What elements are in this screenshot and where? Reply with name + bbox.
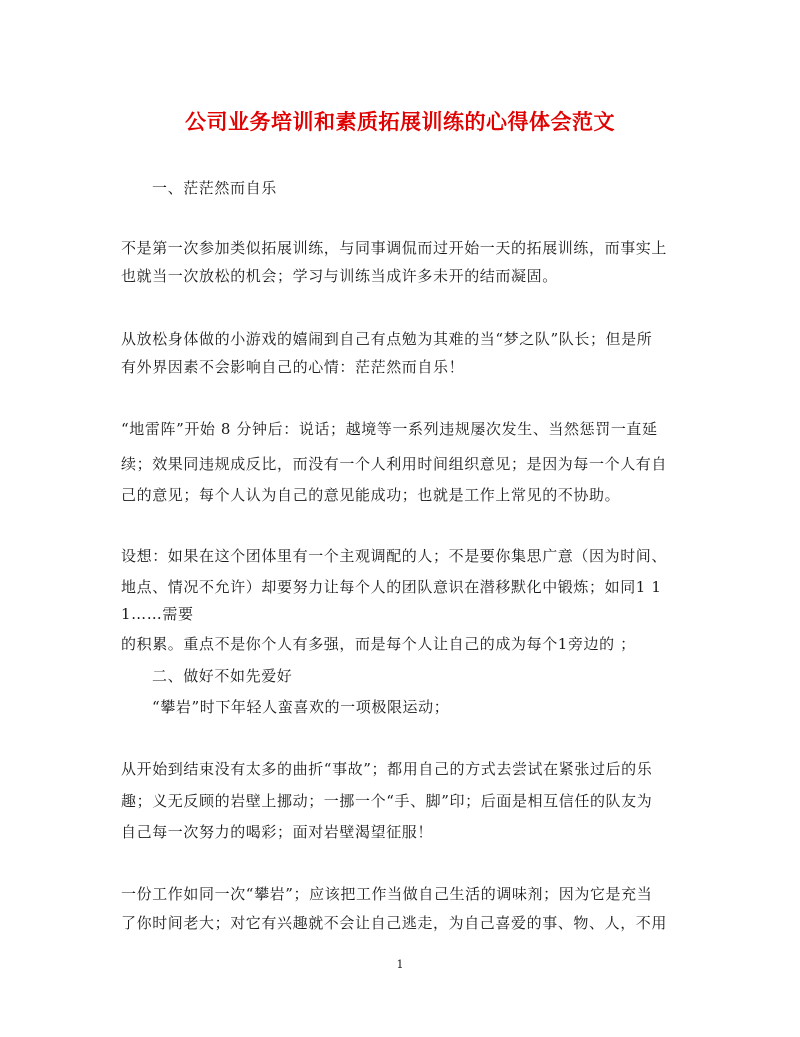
paragraph-line: “攀岩”时下年轻人蛮喜欢的一项极限运动；: [152, 698, 450, 716]
paragraph-line: 也就当一次放松的机会；学习与训练当成许多未开的结而凝固。: [121, 267, 558, 285]
paragraph-line: 有外界因素不会影响自己的心情：茫茫然而自乐！: [121, 358, 465, 376]
paragraph-line: 了你时间老大；对它有兴趣就不会让自己逃走，为自己喜爱的事、物、人，不用: [121, 914, 668, 932]
paragraph-line: 一份工作如同一次“攀岩”；应该把工作当做自己生活的调味剂；因为它是充当: [121, 885, 653, 903]
paragraph-line: 自己每一次努力的喝彩；面对岩壁渴望征服！: [121, 823, 434, 841]
paragraph-line: 地点、情况不允许）却要努力让每个人的团队意识在潜移默化中锻炼；如同1 1: [121, 578, 662, 596]
paragraph-line: 设想：如果在这个团体里有一个主观调配的人；不是要你集思广意（因为时间、: [121, 547, 668, 565]
paragraph-line: 的积累。重点不是你个人有多强，而是每个人让自己的成为每个1旁边的 ；: [121, 635, 636, 653]
paragraph-line: 不是第一次参加类似拓展训练，与同事调侃而过开始一天的拓展训练，而事实上: [121, 239, 668, 257]
paragraph-line: 从放松身体做的小游戏的嬉闹到自己有点勉为其难的当“梦之队”队长；但是所: [121, 330, 653, 348]
paragraph-line: “地雷阵”开始 8 分钟后：说话；越境等一系列违规屡次发生、当然惩罚一直延: [121, 420, 658, 438]
paragraph-line: 从开始到结束没有太多的曲折“事故”；都用自己的方式去尝试在紧张过后的乐: [121, 760, 653, 778]
section-heading-2: 二、做好不如先爱好: [152, 667, 293, 685]
paragraph-line: 趣；义无反顾的岩壁上挪动；一挪一个“手、脚”印；后面是相互信任的队友为: [121, 792, 653, 810]
paragraph-line: 1……需要: [121, 605, 194, 623]
document-title: 公司业务培训和素质拓展训练的心得体会范文: [185, 109, 615, 134]
page-number: 1: [396, 958, 404, 971]
paragraph-line: 续；效果同违规成反比，而没有一个人利用时间组织意见；是因为每一个人有自: [121, 455, 668, 473]
paragraph-line: 己的意见；每个人认为自己的意见能成功；也就是工作上常见的不协助。: [121, 486, 621, 504]
section-heading-1: 一、茫茫然而自乐: [152, 179, 277, 197]
